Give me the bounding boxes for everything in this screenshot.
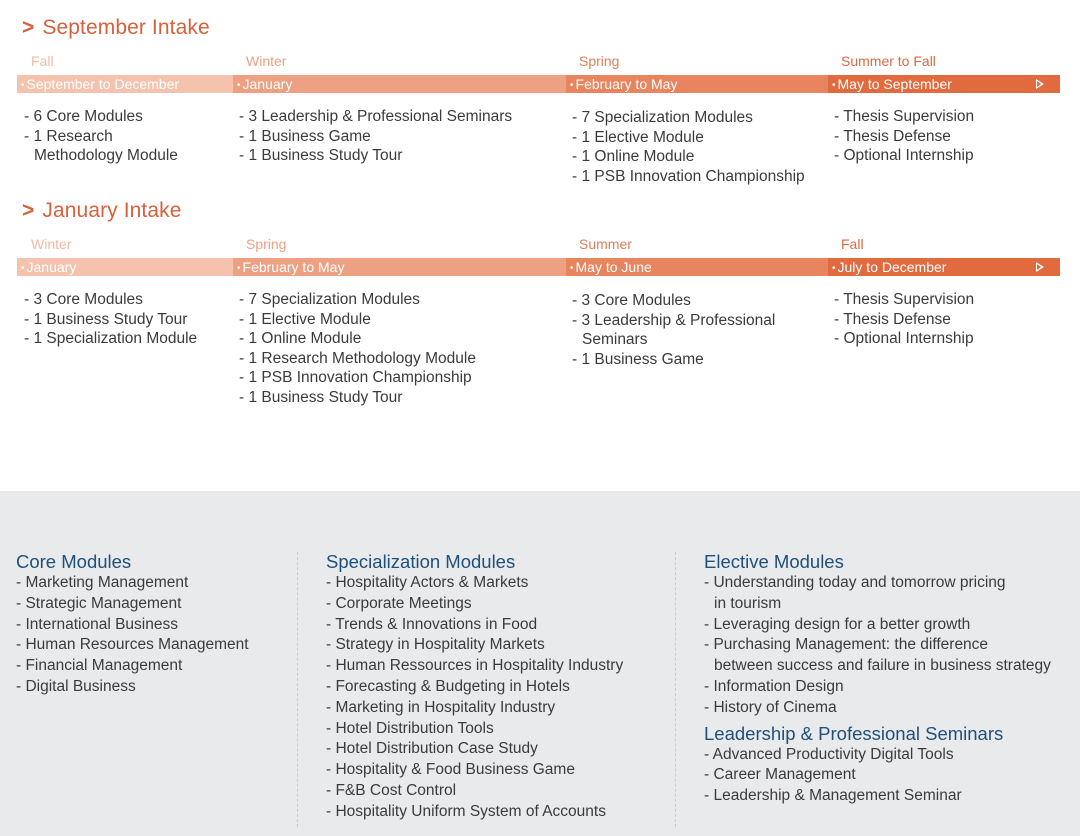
september-spring-list [572, 108, 805, 186]
list-item: - Optional Internship [834, 146, 974, 166]
list-item: - Leadership & Management Seminar [704, 786, 1051, 807]
section-heading: Specialization Modules [326, 551, 516, 572]
list-item: - Career Management [704, 765, 1051, 786]
list-item: - 1 Specialization Module [24, 329, 197, 349]
list-item: - 3 Core Modules [572, 291, 775, 311]
list-item: - 1 Research [24, 127, 178, 147]
section-heading: Core Modules [16, 551, 132, 572]
list-item: - 1 Online Module [572, 147, 805, 167]
list-item: - F&B Cost Control [326, 781, 623, 802]
season-label: Spring [246, 236, 287, 252]
list-item: - Advanced Productivity Digital Tools [704, 745, 1051, 766]
list-item: Methodology Module [34, 147, 178, 165]
january-spring-list [239, 290, 476, 408]
list-item: - Human Ressources in Hospitality Industry [326, 656, 623, 677]
list-item: - Thesis Defense [834, 127, 974, 147]
list-item: - History of Cinema [704, 698, 1051, 719]
list-item: - 1 Elective Module [239, 310, 476, 330]
list-item: - 1 PSB Innovation Championship [239, 368, 476, 388]
list-item: - Strategy in Hospitality Markets [326, 635, 623, 656]
list-item: - 3 Leadership & Professional [572, 311, 775, 331]
list-item: between success and failure in business strategy [714, 657, 1051, 675]
list-item: - Purchasing Management: the difference [704, 635, 1051, 656]
section-heading: Leadership & Professional Seminars [704, 722, 1004, 744]
list-item: - Hospitality Actors & Markets [326, 573, 623, 594]
timeline-segment: • February to May [233, 258, 566, 276]
timeline-segment: • May to June [566, 258, 828, 276]
list-item: - Trends & Innovations in Food [326, 615, 623, 636]
list-item: - Corporate Meetings [326, 594, 623, 615]
list-item: - 3 Leadership & Professional Seminars [239, 107, 512, 127]
list-item: - Marketing in Hospitality Industry [326, 698, 623, 719]
list-item: - 7 Specialization Modules [239, 290, 476, 310]
january-winter-list [24, 290, 197, 349]
list-item: - Digital Business [16, 677, 249, 698]
list-item: - 6 Core Modules [24, 107, 178, 127]
timeline-segment: • July to December [828, 258, 1060, 276]
timeline-segment: • January [17, 258, 233, 276]
chevron-right-icon: > [22, 16, 35, 39]
season-label: Winter [31, 236, 72, 252]
september-intake-title: > September Intake [22, 16, 210, 39]
list-item: - Marketing Management [16, 573, 249, 594]
core-modules-section [16, 551, 249, 698]
list-item: - 3 Core Modules [24, 290, 197, 310]
list-item: - Optional Internship [834, 329, 974, 349]
timeline-segment: • September to December [17, 75, 233, 93]
list-item: - 1 PSB Innovation Championship [572, 167, 805, 187]
elective-modules-section [704, 551, 1051, 807]
list-item: - Leveraging design for a better growth [704, 615, 1051, 636]
list-item: - Thesis Supervision [834, 290, 974, 310]
list-item: - 1 Elective Module [572, 128, 805, 148]
chevron-right-icon: > [22, 199, 35, 222]
list-item: - Information Design [704, 677, 1051, 698]
season-label: Spring [579, 53, 620, 69]
list-item: - Strategic Management [16, 594, 249, 615]
timeline-segment: • February to May [566, 75, 828, 93]
season-label: Winter [246, 53, 287, 69]
list-item: - Hospitality Uniform System of Accounts [326, 802, 623, 823]
list-item: - 7 Specialization Modules [572, 108, 805, 128]
january-intake-title: > January Intake [22, 199, 182, 222]
play-arrow-icon [1036, 262, 1044, 272]
list-item: - 1 Online Module [239, 329, 476, 349]
specialization-modules-section [326, 551, 623, 823]
list-item: Seminars [582, 331, 648, 349]
january-fall-list [834, 290, 974, 349]
september-summer-list [834, 107, 974, 166]
list-item: - 1 Business Study Tour [24, 310, 197, 330]
season-label: Summer to Fall [841, 53, 936, 69]
list-item: - Human Resources Management [16, 635, 249, 656]
list-item: in tourism [714, 594, 782, 612]
list-item: - Thesis Defense [834, 310, 974, 330]
list-item: - Hospitality & Food Business Game [326, 760, 623, 781]
january-timeline-bar [17, 258, 1060, 276]
list-item: - Hotel Distribution Case Study [326, 739, 623, 760]
september-fall-list [24, 107, 178, 166]
list-item: - Financial Management [16, 656, 249, 677]
list-item: - International Business [16, 615, 249, 636]
season-label: Summer [579, 236, 632, 252]
play-arrow-icon [1036, 79, 1044, 89]
section-heading: Elective Modules [704, 551, 844, 572]
column-divider [297, 552, 298, 827]
timeline-segment: • May to September [828, 75, 1060, 93]
september-winter-list [239, 107, 512, 166]
list-item: - 1 Business Study Tour [239, 146, 512, 166]
september-timeline-bar [17, 75, 1060, 93]
list-item: - Thesis Supervision [834, 107, 974, 127]
season-label: Fall [31, 53, 54, 69]
season-label: Fall [841, 236, 864, 252]
list-item: - Understanding today and tomorrow pricing [704, 573, 1051, 594]
list-item: - 1 Research Methodology Module [239, 349, 476, 369]
list-item: - Forecasting & Budgeting in Hotels [326, 677, 623, 698]
list-item: - 1 Business Game [572, 350, 775, 370]
january-summer-list [572, 291, 775, 369]
timeline-segment: • January [233, 75, 566, 93]
list-item: - 1 Business Study Tour [239, 388, 476, 408]
list-item: - Hotel Distribution Tools [326, 719, 623, 740]
column-divider [675, 552, 676, 827]
list-item: - 1 Business Game [239, 127, 512, 147]
